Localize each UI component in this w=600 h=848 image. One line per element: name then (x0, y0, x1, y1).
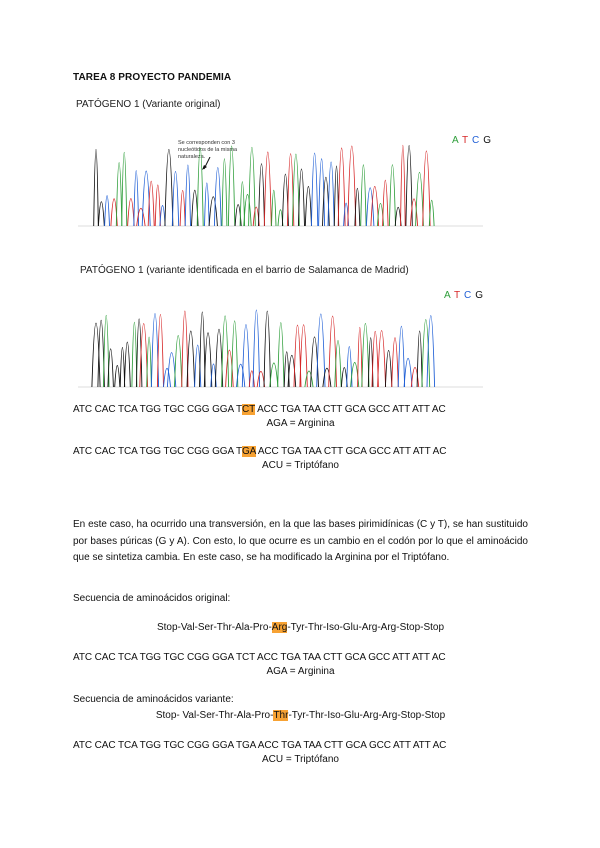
chromatogram-peak (427, 316, 435, 387)
chromatogram-peak (392, 338, 399, 387)
chromatogram-peak (311, 153, 317, 226)
chromatogram-peak (94, 149, 99, 226)
chromatogram-peak (164, 368, 171, 387)
chromatogram-peak (105, 196, 110, 226)
legend-g: G (475, 290, 488, 301)
figure1-annotation: Se corresponden con 3 nucleótidos de la misma naturaleza. (178, 140, 238, 160)
chromatogram-peak (228, 146, 234, 226)
chromatogram-peak (335, 341, 341, 387)
chromatogram-peak (140, 324, 148, 387)
chromatogram-peak (272, 190, 277, 226)
chromatogram-peak (222, 159, 227, 226)
dna-sequence-2 (73, 446, 528, 457)
aa-part: -Tyr-Thr-Iso-Glu-Arg-Arg-Stop-Stop (288, 710, 446, 721)
chromatogram-peak (155, 185, 160, 226)
chromatogram-peak (204, 333, 212, 387)
variant-label: Secuencia de aminoácidos variante: (73, 694, 234, 705)
dna-sequence-1 (73, 404, 528, 415)
highlighted-bases: CT (241, 404, 255, 415)
original-dna-sequence: ATC CAC TCA TGG TGC CGG GGA TCT ACC TGA TAA CTT GCA GCC ATT ATT AC (73, 652, 446, 663)
chromatogram-peak (348, 146, 356, 226)
variant-aminoacids (73, 710, 528, 721)
chromatogram-peak (361, 165, 366, 226)
chromatogram-peak (197, 148, 203, 226)
original-label: Secuencia de aminoácidos original: (73, 593, 231, 604)
codon-note-1: AGA = Arginina (266, 418, 335, 429)
seq-part: ACC TGA TAA CTT GCA GCC ATT ATT AC (255, 446, 447, 457)
chromatogram-peak (270, 363, 278, 387)
codon-note-2: ACU = Triptófano (262, 460, 339, 471)
chromatogram-peak (305, 187, 311, 227)
chromatogram-peak (401, 145, 406, 226)
legend-t: T (461, 135, 473, 146)
chromatogram-peak (404, 358, 412, 387)
chromatogram-peak (172, 171, 178, 226)
legend-c: C (472, 135, 484, 146)
chromatogram-peak (257, 371, 264, 387)
chromatogram-peak (389, 165, 395, 226)
chromatogram-peak (385, 350, 391, 387)
variant-dna-sequence: ATC CAC TCA TGG TGC CGG GGA TGA ACC TGA TAA CTT GCA GCC ATT ATT AC (73, 740, 447, 751)
chromatogram-original (78, 140, 483, 232)
original-codon-note: AGA = Arginina (266, 666, 335, 677)
chromatogram-peak (116, 163, 122, 226)
chromatogram-peak (378, 331, 386, 387)
seq-part: ACC TGA TAA CTT GCA GCC ATT ATT AC (254, 404, 446, 415)
chromatogram-peak (422, 320, 430, 387)
chromatogram-peak (214, 168, 221, 226)
chromatogram-peak (362, 323, 369, 387)
chromatogram-peak (120, 347, 125, 387)
chromatogram-peak (165, 149, 173, 226)
chromatogram-peak (180, 190, 185, 226)
legend-a: A (452, 135, 462, 146)
chromatogram-peak (205, 183, 210, 226)
legend-g: G (483, 135, 496, 146)
chromatogram-peak (398, 326, 404, 387)
figure2-legend (444, 290, 487, 301)
chromatogram-peak (305, 371, 313, 387)
aa-part: -Tyr-Thr-Iso-Glu-Arg-Arg-Stop-Stop (287, 622, 445, 633)
chromatogram-peak (124, 342, 130, 387)
chromatogram-peak (132, 322, 137, 387)
seq-part: ATC CAC TCA TGG TGC CGG GGA T (73, 446, 242, 457)
chromatogram-peak (115, 366, 120, 388)
chromatogram-peak (259, 164, 265, 226)
aa-part: Stop- Val-Ser-Thr-Ala-Pro- (155, 710, 274, 721)
chromatogram-peak (185, 165, 190, 226)
legend-t: T (453, 290, 465, 301)
original-aminoacids (73, 622, 528, 633)
chromatogram-peak (122, 152, 127, 226)
aa-part: Stop-Val-Ser-Thr-Ala-Pro- (156, 622, 272, 633)
chromatogram-peak (264, 152, 271, 226)
highlighted-bases: GA (241, 446, 256, 457)
document-title: TAREA 8 PROYECTO PANDEMIA (73, 72, 232, 83)
chromatogram-peak (148, 181, 154, 226)
seq-part: ATC CAC TCA TGG TGC CGG GGA T (73, 404, 242, 415)
highlighted-aminoacid: Arg (271, 622, 288, 633)
chromatogram-peak (98, 202, 104, 226)
chromatogram-variant (78, 305, 483, 393)
figure2-label: PATÓGENO 1 (variante identificada en el barrio de Salamanca de Madrid) (80, 265, 409, 276)
chromatogram-peak (423, 151, 430, 226)
legend-c: C (464, 290, 476, 301)
chromatogram-peak (278, 323, 284, 387)
chromatogram-peak (128, 199, 135, 226)
highlighted-aminoacid: Thr (273, 710, 289, 721)
variant-codon-note: ACU = Triptófano (262, 754, 339, 765)
explanation-paragraph: En este caso, ha ocurrido una transversión, en la que las bases pirimidínicas (C y T), se han sustituido por bases púricas (G y A). Con esto, lo que ocurre es un cambio en el codón por lo que el aminoácido que se sintetiza cambia. En este caso, se ha modificado la Arginina por el Triptófano. (73, 519, 528, 563)
chromatogram-peak (242, 325, 249, 387)
chromatogram-peak (209, 197, 217, 226)
figure1-label: PATÓGENO 1 (Variante original) (76, 99, 221, 110)
legend-a: A (444, 290, 454, 301)
chromatogram-peak (366, 188, 374, 226)
chromatogram-peak (264, 311, 271, 387)
